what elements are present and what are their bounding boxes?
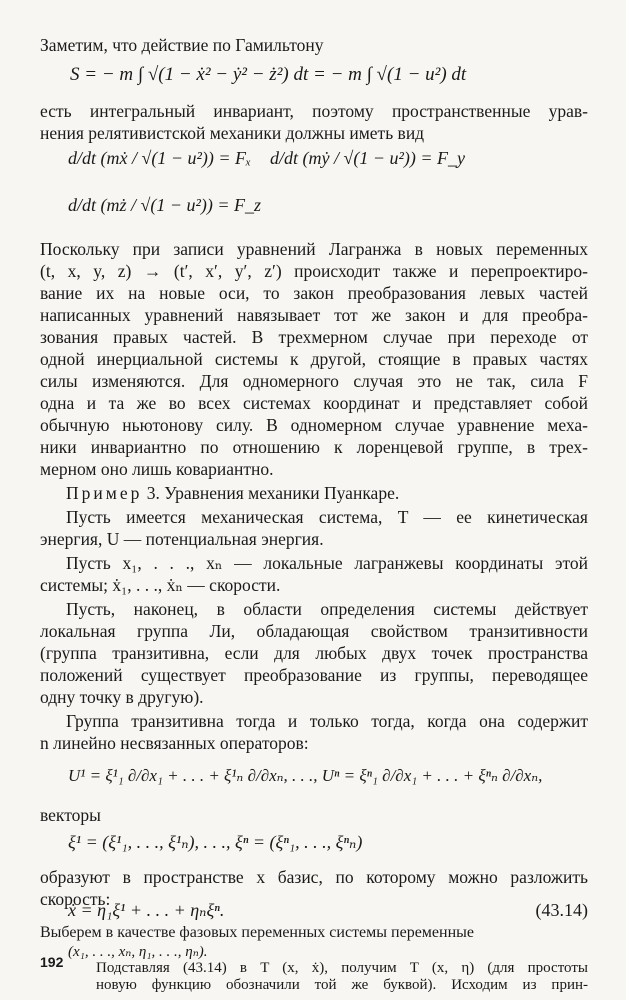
equation-z: d/dt (mż / √(1 − u²)) = F_z (68, 195, 262, 215)
text-line: написанных уравнений навязывает тот же закон и для преобра- (40, 305, 588, 325)
text-line: ники инвариантно по отношению к лоренцевой группе, в трех- (40, 437, 588, 457)
text-line: обычную ньютонову силу. В одномерном случае уравнение меха- (40, 415, 588, 435)
text-line: одной инерциальной системы к другой, стоящие в правых частях (40, 349, 588, 369)
text-line: одна и та же во всех системах координат и представляет собой (40, 393, 588, 413)
text-line: есть интегральный инвариант, поэтому пространственные урав- (40, 101, 588, 121)
equation-number: (43.14) (535, 900, 588, 920)
text-line: Пусть x₁, . . ., xₙ — локальные лагранжевы координаты этой (66, 553, 588, 573)
text-line: вание их на новые оси, то закон преобразования левых частей (40, 283, 588, 303)
text-line: n линейно несвязанных операторов: (40, 733, 309, 753)
text-line: скорость: (40, 889, 111, 909)
xi-vectors-equation: ξ¹ = (ξ¹₁, . . ., ξ¹ₙ), . . ., ξⁿ = (ξⁿ₁, . . ., ξⁿₙ) (68, 832, 363, 852)
text-line: силы изменяются. Для одномерного случая это не так, сила F (40, 371, 588, 391)
text-line: нения релятивистской механики должны иметь вид (40, 123, 425, 143)
action-equation: S = − m ∫ √(1 − ẋ² − ẏ² − ż²) dt = − m ∫ √(1 − u²) dt (70, 64, 467, 85)
text-line: системы; ẋ₁, . . ., ẋₙ — скорости. (40, 575, 281, 595)
example-heading (66, 482, 588, 504)
text-line: мерном оно лишь ковариантно. (40, 459, 274, 479)
text-line: одну точку в другую). (40, 687, 204, 707)
page-number: 192 (40, 954, 64, 970)
text-line: (группа транзитивна, если для любых двух точек пространства (40, 643, 588, 663)
example-title: 3. Уравнения механики Пуанкаре. (146, 483, 400, 503)
operators-equation: U¹ = ξ¹₁ ∂/∂x₁ + . . . + ξ¹ₙ ∂/∂xₙ, . . ., Uⁿ = ξⁿ₁ ∂/∂x₁ + . . . + ξⁿₙ ∂/∂xₙ, (68, 766, 543, 785)
text-line: Подставляя (43.14) в T (x, ẋ), получим T (x, η) (для простоты (96, 960, 588, 976)
text-line: локальная группа Ли, обладающая свойством транзитивности (40, 621, 588, 641)
text-line: образуют в пространстве x базис, по которому можно разложить (40, 867, 588, 887)
text-line: зования правых частей. В трехмерном случае при переходе от (40, 327, 588, 347)
velocity-equation: ẋ = η₁ξ¹ + . . . + ηₙξⁿ. (68, 900, 225, 920)
example-label: Пример (66, 483, 143, 503)
text-line: Заметим, что действие по Гамильтону (40, 35, 324, 55)
text-line: Пусть, наконец, в области определения системы действует (66, 599, 588, 619)
text-line: положений существует преобразование из группы, переводящее (40, 665, 588, 685)
text-line: новую функцию обозначили той же буквой). Исходим из прин- (96, 977, 588, 993)
text-line: Пусть имеется механическая система, T — ее кинетическая (66, 507, 588, 527)
text-line: Группа транзитивна тогда и только тогда, когда она содержит (66, 711, 588, 731)
equation-x: d/dt (mẋ / √(1 − u²)) = Fₓ (68, 148, 252, 168)
text-line: (t, x, y, z) → (t′, x′, y′, z′) происходит также и перепроектиро- (40, 261, 588, 281)
text-line: энергия, U — потенциальная энергия. (40, 529, 324, 549)
text-line: векторы (40, 805, 101, 825)
phase-variables: (x₁, . . ., xₙ, η₁, . . ., ηₙ). (68, 944, 208, 960)
text-line: Поскольку при записи уравнений Лагранжа в новых переменных (40, 239, 588, 259)
text-line: Выберем в качестве фазовых переменных системы переменные (40, 924, 474, 941)
equation-y: d/dt (mẏ / √(1 − u²)) = F_y (270, 148, 466, 168)
